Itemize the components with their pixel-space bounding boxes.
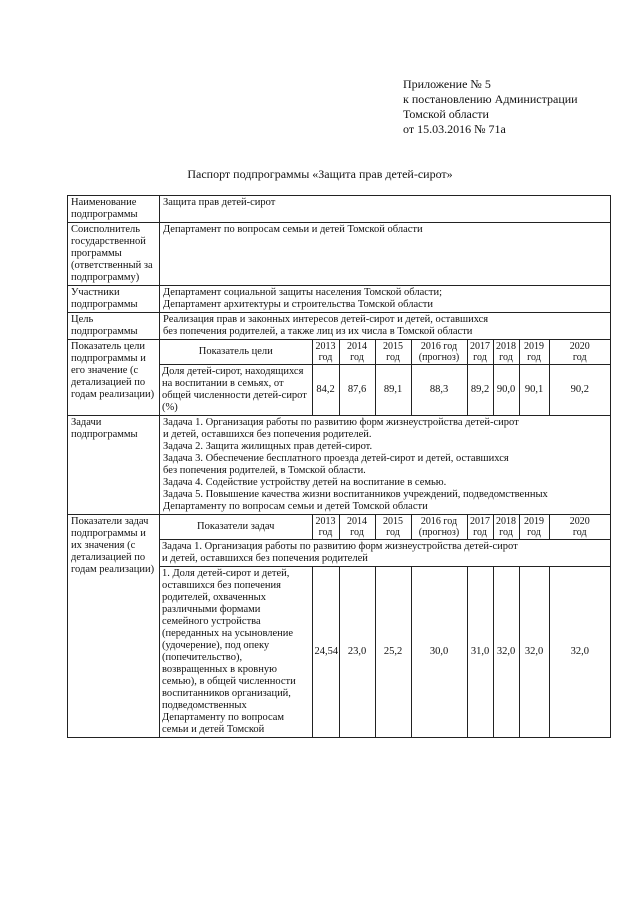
row-value [160,286,611,313]
value-line: Реализация прав и законных интересов детей-сирот и детей, оставшихся [163,314,489,325]
row-goal [68,313,611,340]
indicator-value: 25,2 [375,567,411,738]
row-label: Участники подпрограммы [68,286,160,313]
indicator-value: 90,2 [549,365,610,416]
year-header: 2019 год [519,340,549,365]
row-label: Наименование подпрограммы [68,196,160,223]
value-line: без попечения родителей, а также лиц из их числа в Томской области [163,326,473,337]
appendix-line: Томской области [403,107,489,121]
year-header: 2020 год [549,515,610,540]
row-participants [68,286,611,313]
row-label: Показатели задач подпрограммы и их значения (с детализацией по годам реализации) [68,515,160,738]
passport-table [67,195,611,738]
row-tasks [68,416,611,515]
task-line: и детей, оставшихся без попечения родителей. [163,429,372,440]
row-task-indicators [68,515,611,738]
indicator-value: 84,2 [312,365,339,416]
year-header: 2018 год [493,515,519,540]
year-header: 2019 год [519,515,549,540]
task-line: Задача 4. Содействие устройству детей на воспитание в семью. [163,477,447,488]
indicator-value: 32,0 [549,567,610,738]
task-line: Департаменту по вопросам семьи и детей Томской области [163,501,428,512]
row-label: Задачи подпрограммы [68,416,160,515]
row-label: Соисполнитель государственной программы (ответственный за подпрограмму) [68,223,160,286]
task-line: Задача 2. Защита жилищных прав детей-сирот. [163,441,373,452]
indicator-header: Показатели задач [160,515,312,540]
appendix-line: к постановлению Администрации [403,92,578,106]
appendix-line: от 15.03.2016 № 71а [403,122,506,136]
row-coexecutor [68,223,611,286]
appendix-block [403,77,578,137]
indicator-value: 90,0 [493,365,519,416]
row-name [68,196,611,223]
indicator-value: 32,0 [519,567,549,738]
goal-indicator-table [160,340,610,415]
indicator-value: 30,0 [411,567,467,738]
task-line: Задача 5. Повышение качества жизни воспитанников учреждений, подведомственных [163,489,548,500]
row-label: Цель подпрограммы [68,313,160,340]
indicator-value: 89,1 [375,365,411,416]
appendix-line: Приложение № 5 [403,77,491,91]
year-header: 2016 год (прогноз) [411,340,467,365]
indicator-value: 31,0 [467,567,493,738]
indicator-value: 90,1 [519,365,549,416]
year-header: 2014 год [339,515,375,540]
task-line: Задача 3. Обеспечение бесплатного проезда детей-сирот и детей, оставшихся [163,453,509,464]
row-value: Департамент по вопросам семьи и детей Томской области [160,223,611,286]
year-header: 2014 год [339,340,375,365]
indicator-value: 32,0 [493,567,519,738]
year-header: 2015 год [375,340,411,365]
year-header: 2018 год [493,340,519,365]
year-header: 2015 год [375,515,411,540]
indicator-value: 24,54 [312,567,339,738]
year-header: 2013 год [312,340,339,365]
indicator-value: 87,6 [339,365,375,416]
year-header: 2013 год [312,515,339,540]
year-header: 2016 год (прогноз) [411,515,467,540]
task-line: Задача 1. Организация работы по развитию форм жизнеустройства детей-сирот [163,417,519,428]
task-line: без попечения родителей, в Томской области. [163,465,366,476]
row-value [160,416,611,515]
year-header: 2017 год [467,515,493,540]
row-value: Защита прав детей-сирот [160,196,611,223]
value-line: Департамент социальной защиты населения Томской области; [163,287,443,298]
indicator-name: Доля детей-сирот, находящихся на воспитании в семьях, от общей численности детей-сирот (%) [160,365,312,416]
indicator-header: Показатель цели [160,340,312,365]
row-value [160,313,611,340]
year-header: 2017 год [467,340,493,365]
row-label: Показатель цели подпрограммы и его значение (с детализацией по годам реализации) [68,340,160,416]
document-title: Паспорт подпрограммы «Защита прав детей-сирот» [187,167,453,181]
task-indicator-table [160,515,610,737]
value-line: Департамент архитектуры и строительства Томской области [163,299,433,310]
year-header: 2020 год [549,340,610,365]
indicator-value: 89,2 [467,365,493,416]
indicator-name: 1. Доля детей-сирот и детей, оставшихся без попечения родителей, охваченных различными формами семейного устройства (переданных на усыновление (удочерение), под опеку (попечительство), возвращенных в кровную семью), в общей численности воспитанников организаций, подведомственных Департаменту по вопросам семьи и детей Томской [160,567,312,738]
task-title: Задача 1. Организация работы по развитию форм жизнеустройства детей-сирот и детей, оставшихся без попечения родителей [160,540,610,567]
indicator-value: 23,0 [339,567,375,738]
indicator-value: 88,3 [411,365,467,416]
row-goal-indicator [68,340,611,416]
